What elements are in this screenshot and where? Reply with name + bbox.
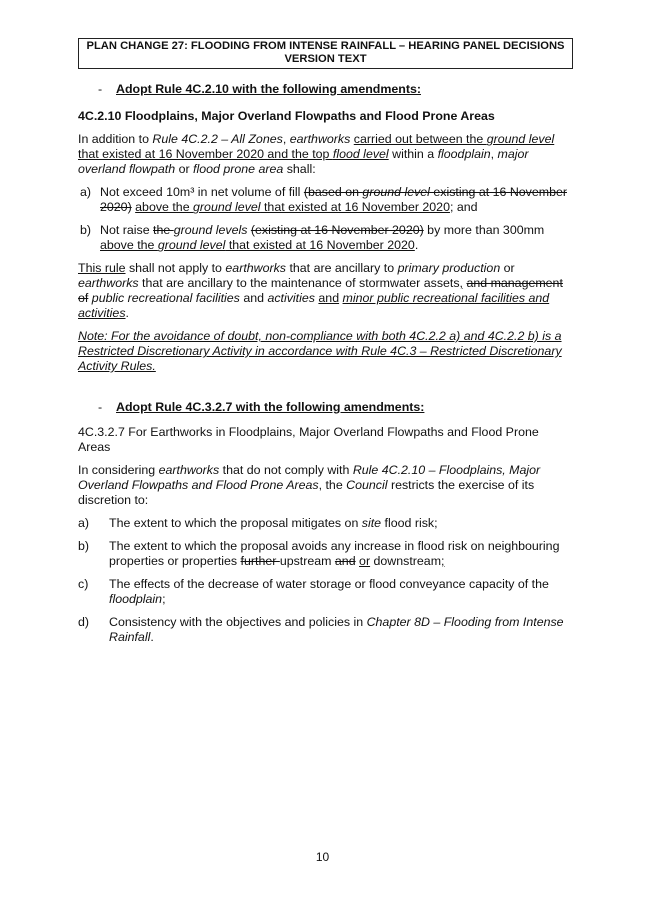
amendment-bullet-2: - Adopt Rule 4C.3.2.7 with the following amendments:	[98, 400, 425, 414]
list-item: a) Not exceed 10m³ in net volume of fill (based on ground level existing at 16 November 2020) above the ground level that existed at 16 November 2020; and	[80, 185, 567, 214]
discretion-intro-paragraph: In considering earthworks that do not comply with Rule 4C.2.10 – Floodplains, Major Overland Flowpaths and Flood Prone Areas, the Council restricts the exercise of its discretion to:	[78, 463, 541, 507]
rule-conditions-list	[78, 185, 573, 253]
rule-note: Note: For the avoidance of doubt, non-compliance with both 4C.2.2 a) and 4C.2.2 b) is a Restricted Discretionary Activity in accordance with Rule 4C.3 – Restricted Discretionary Activity Rules.	[78, 329, 562, 373]
document-page	[78, 38, 573, 645]
amendment-bullet-1: - Adopt Rule 4C.2.10 with the following amendments:	[98, 82, 421, 96]
document-header	[78, 38, 573, 69]
header-subtitle: VERSION TEXT	[284, 53, 367, 65]
rule-intro-paragraph: In addition to Rule 4C.2.2 – All Zones, earthworks carried out between the ground level that existed at 16 November 2020 and the top flood level within a floodplain, major overland flowpath or flood prone area shall:	[78, 132, 555, 176]
list-item: b) Not raise the ground levels (existing at 16 November 2020) by more than 300mm above the ground level that existed at 16 November 2020.	[80, 223, 545, 252]
rule-exemption-paragraph: This rule shall not apply to earthworks that are ancillary to primary production or earthworks that are ancillary to the maintenance of stormwater assets, and management of public recreational facilities and activities and minor public recreational facilities and activities.	[78, 261, 563, 320]
rule-heading-4c-3-2-7: 4C.3.2.7 For Earthworks in Floodplains, Major Overland Flowpaths and Flood Prone Areas	[78, 425, 539, 454]
list-item: d) Consistency with the objectives and policies in Chapter 8D – Flooding from Intense Rainfall.	[78, 615, 564, 644]
rule-heading-4c-2-10: 4C.2.10 Floodplains, Major Overland Flowpaths and Flood Prone Areas	[78, 109, 495, 123]
list-item: b) The extent to which the proposal avoids any increase in flood risk on neighbouring properties or properties further upstream and or downstream;	[78, 539, 560, 568]
list-item: c) The effects of the decrease of water storage or flood conveyance capacity of the floodplain;	[78, 577, 549, 606]
discretion-matters-list	[78, 516, 573, 645]
list-item: a) The extent to which the proposal mitigates on site flood risk;	[78, 516, 438, 530]
page-number: 10	[315, 850, 330, 864]
header-title: PLAN CHANGE 27: FLOODING FROM INTENSE RAINFALL – HEARING PANEL DECISIONS	[86, 40, 565, 52]
